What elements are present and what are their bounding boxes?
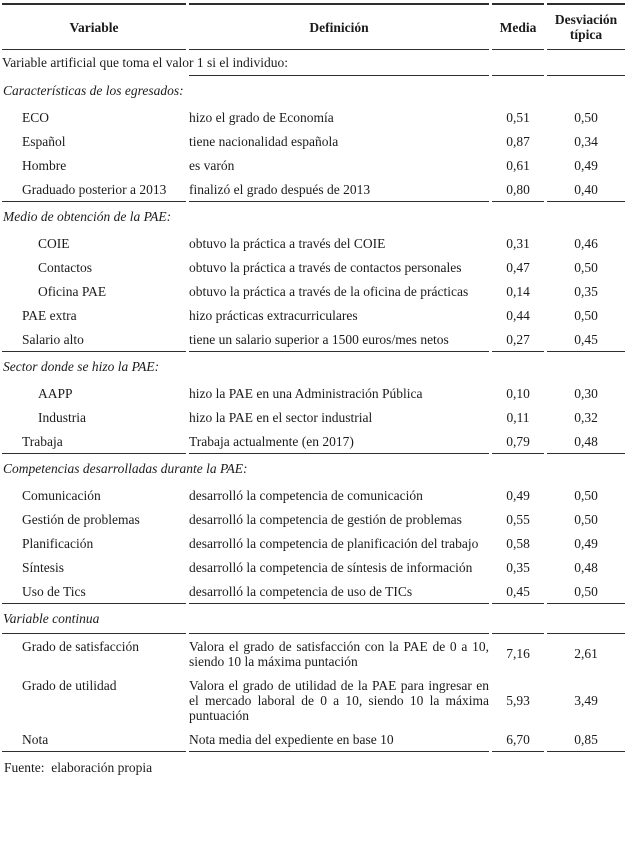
table-row [2, 105, 627, 129]
mean-cell: 0,27 [506, 331, 530, 347]
table-row [2, 405, 627, 429]
section-fill [189, 603, 489, 634]
variable-cell: Salario alto [22, 331, 84, 347]
section-fill [547, 201, 625, 231]
table-row [2, 555, 627, 579]
definition-cell: obtuvo la práctica a través del COIE [189, 235, 386, 251]
variable-cell: Contactos [38, 259, 92, 275]
section-fill [492, 351, 544, 381]
intro-row-fill [547, 50, 625, 76]
table-row [2, 727, 627, 752]
section-fill [492, 603, 544, 634]
section-fill [547, 603, 625, 634]
table-row [2, 634, 627, 673]
section-fill [189, 76, 489, 105]
sd-cell: 0,50 [574, 307, 598, 323]
column-header: Variable [2, 3, 186, 50]
intro-row [2, 50, 627, 76]
table-row [2, 177, 627, 201]
sd-cell: 0,30 [574, 385, 598, 401]
sd-cell: 0,50 [574, 511, 598, 527]
sd-cell: 0,46 [574, 235, 598, 251]
sd-cell: 0,50 [574, 109, 598, 125]
table-row [2, 507, 627, 531]
definition-cell: desarrolló la competencia de planificación del trabajo [189, 535, 479, 551]
variable-cell: ECO [22, 109, 49, 125]
sd-cell: 0,49 [574, 157, 598, 173]
section-title: Medio de obtención de la PAE: [2, 201, 186, 231]
mean-cell: 5,93 [506, 692, 530, 708]
sd-cell: 3,49 [574, 692, 598, 708]
table-row [2, 579, 627, 603]
table-row [2, 381, 627, 405]
section-title: Variable continua [2, 603, 186, 634]
column-header: Desviación típica [547, 3, 625, 50]
mean-cell: 0,51 [506, 109, 530, 125]
section-fill [547, 453, 625, 483]
mean-cell: 7,16 [506, 646, 530, 661]
sd-cell: 0,48 [574, 433, 598, 449]
summary-statistics-table [2, 3, 627, 752]
mean-cell: 0,44 [506, 307, 530, 323]
mean-cell: 0,58 [506, 535, 530, 551]
definition-cell: es varón [189, 157, 235, 173]
variable-cell: Síntesis [22, 559, 65, 575]
mean-cell: 0,55 [506, 511, 530, 527]
table-row [2, 279, 627, 303]
section-title-row [2, 201, 627, 231]
definition-cell: Trabaja actualmente (en 2017) [189, 433, 354, 449]
table-row [2, 255, 627, 279]
sd-cell: 0,50 [574, 259, 598, 275]
mean-cell: 0,47 [506, 259, 530, 275]
sd-cell: 0,45 [574, 331, 598, 347]
definition-cell: obtuvo la práctica a través de la oficina de prácticas [189, 283, 469, 299]
mean-cell: 0,11 [506, 409, 530, 425]
variable-cell: Hombre [22, 157, 67, 173]
section-title: Competencias desarrolladas durante la PAE: [2, 453, 186, 483]
definition-cell: Valora el grado de satisfacción con la PAE de 0 a 10, siendo 10 la máxima puntación [189, 638, 489, 669]
section-title-row [2, 351, 627, 381]
sd-cell: 0,48 [574, 559, 598, 575]
definition-cell: desarrolló la competencia de uso de TICs [189, 583, 413, 599]
sd-cell: 0,32 [574, 409, 598, 425]
variable-cell: Planificación [22, 535, 94, 551]
variable-cell: Español [22, 133, 66, 149]
definition-cell: desarrolló la competencia de gestión de problemas [189, 511, 462, 527]
sd-cell: 0,34 [574, 133, 598, 149]
variable-cell: Graduado posterior a 2013 [22, 181, 167, 197]
mean-cell: 0,31 [506, 235, 530, 251]
sd-cell: 0,50 [574, 583, 598, 599]
mean-cell: 0,87 [506, 133, 530, 149]
variable-cell: Uso de Tics [22, 583, 86, 599]
variable-cell: Industria [38, 409, 86, 425]
table-row [2, 429, 627, 453]
source-note: Fuente: elaboración propia [4, 760, 153, 775]
section-fill [189, 453, 489, 483]
definition-cell: Valora el grado de utilidad de la PAE para ingresar en el mercado laboral de 0 a 10, siendo 10 la máxima puntuación [189, 677, 489, 723]
table-header-row [2, 3, 627, 50]
definition-cell: desarrolló la competencia de comunicación [189, 487, 423, 503]
intro-row-text: Variable artificial que toma el valor 1 si el individuo: [2, 55, 289, 70]
definition-cell: hizo el grado de Economía [189, 109, 334, 125]
variable-cell: Nota [2, 727, 186, 752]
mean-cell: 6,70 [492, 727, 544, 752]
table-row [2, 231, 627, 255]
variable-cell: Gestión de problemas [22, 511, 140, 527]
section-fill [189, 201, 489, 231]
table-row [2, 327, 627, 351]
definition-cell: tiene nacionalidad española [189, 133, 339, 149]
section-fill [547, 351, 625, 381]
section-title: Características de los egresados: [3, 83, 184, 98]
section-fill [189, 351, 489, 381]
section-title-row [2, 603, 627, 634]
mean-cell: 0,61 [506, 157, 530, 173]
table-row [2, 531, 627, 555]
variable-cell: AAPP [38, 385, 73, 401]
mean-cell: 0,45 [506, 583, 530, 599]
variable-cell: Oficina PAE [38, 283, 107, 299]
definition-cell: desarrolló la competencia de síntesis de información [189, 559, 473, 575]
section-fill [492, 201, 544, 231]
mean-cell: 0,80 [506, 181, 530, 197]
definition-cell: obtuvo la práctica a través de contactos personales [189, 259, 462, 275]
sd-cell: 0,35 [574, 283, 598, 299]
variable-cell: Grado de satisfacción [22, 638, 139, 654]
section-fill [547, 76, 625, 105]
sd-cell: 0,49 [574, 535, 598, 551]
section-fill [492, 76, 544, 105]
variable-cell: Grado de utilidad [22, 677, 117, 693]
sd-cell: 0,50 [574, 487, 598, 503]
table-row [2, 673, 627, 727]
definition-cell: hizo la PAE en el sector industrial [189, 409, 373, 425]
definition-cell: Nota media del expediente en base 10 [189, 727, 489, 752]
section-title-row [2, 76, 627, 105]
sd-cell: 0,40 [574, 181, 598, 197]
table-row [2, 153, 627, 177]
section-title-row [2, 453, 627, 483]
intro-row-fill [492, 50, 544, 76]
table-row [2, 129, 627, 153]
variable-cell: Trabaja [22, 433, 63, 449]
mean-cell: 0,35 [506, 559, 530, 575]
definition-cell: hizo prácticas extracurriculares [189, 307, 358, 323]
table-row [2, 483, 627, 507]
definition-cell: hizo la PAE en una Administración Pública [189, 385, 423, 401]
section-fill [492, 453, 544, 483]
mean-cell: 0,10 [506, 385, 530, 401]
sd-cell: 2,61 [574, 646, 598, 661]
mean-cell: 0,79 [506, 433, 530, 449]
variable-cell: PAE extra [22, 307, 77, 323]
column-header: Media [492, 3, 544, 50]
mean-cell: 0,14 [506, 283, 530, 299]
mean-cell: 0,49 [506, 487, 530, 503]
variable-cell: COIE [38, 235, 70, 251]
sd-cell: 0,85 [547, 727, 625, 752]
variable-cell: Comunicación [22, 487, 101, 503]
definition-cell: finalizó el grado después de 2013 [189, 181, 371, 197]
column-header: Definición [189, 3, 489, 50]
section-title: Sector donde se hizo la PAE: [2, 351, 186, 381]
intro-row-fill [189, 50, 489, 76]
definition-cell: tiene un salario superior a 1500 euros/mes netos [189, 331, 449, 347]
table-row [2, 303, 627, 327]
